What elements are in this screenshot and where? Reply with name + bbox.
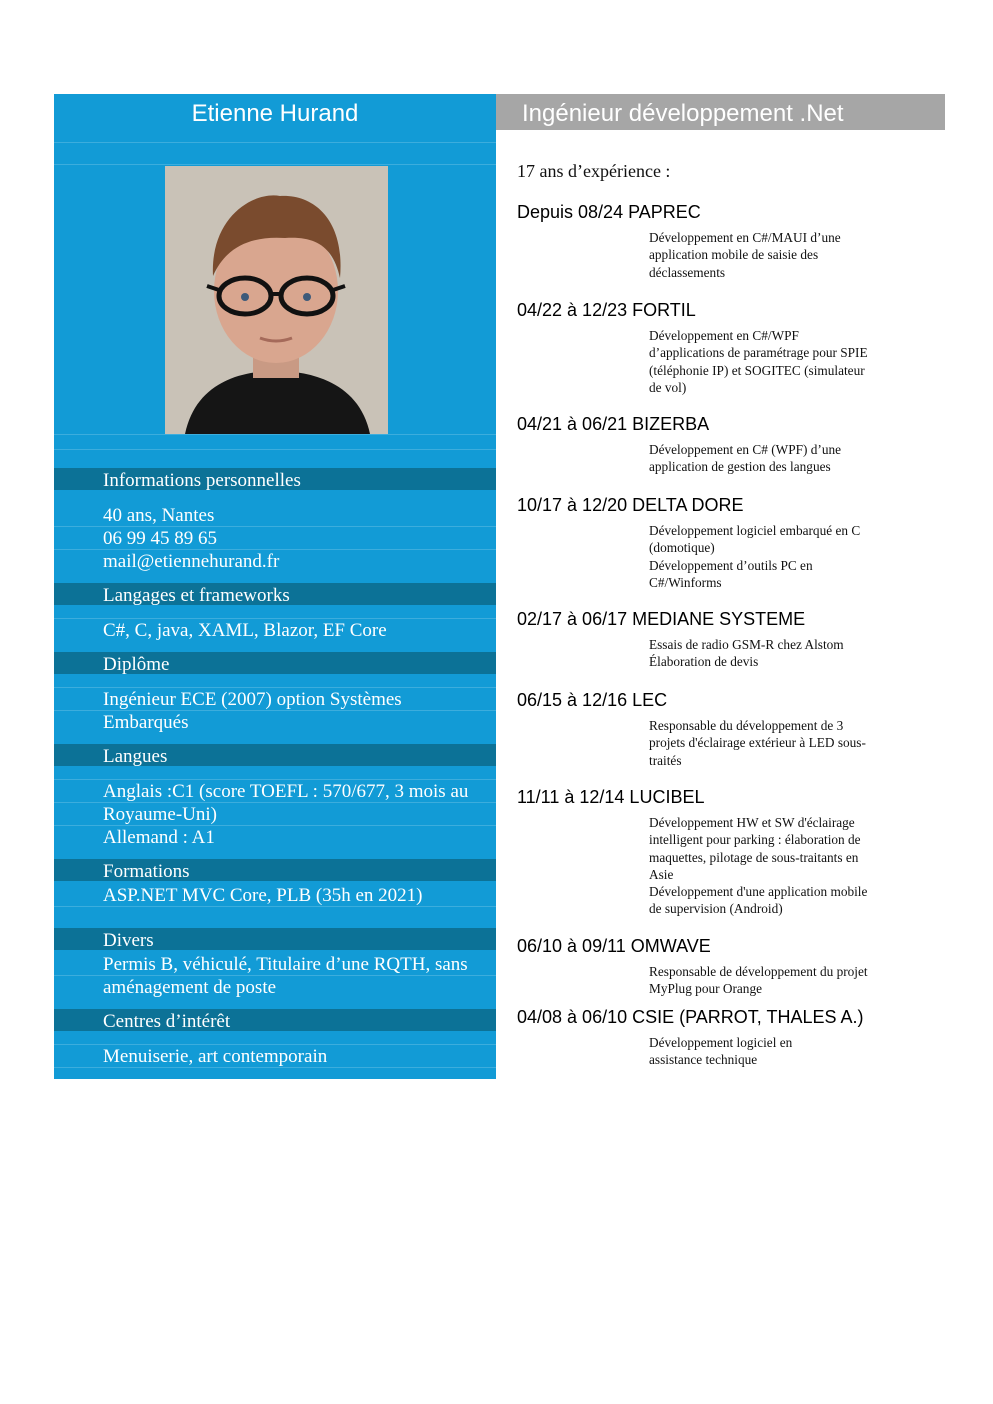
job-description: Responsable de développement du projet MyPlug pour Orange [649, 964, 868, 997]
job-entry [517, 608, 917, 671]
job-heading: 06/10 à 09/11 OMWAVE [517, 936, 711, 956]
job-description: Développement en C# (WPF) d’une application de gestion des langues [649, 442, 842, 475]
job-heading: 04/21 à 06/21 BIZERBA [517, 414, 710, 434]
divider [54, 449, 496, 450]
profile-photo [165, 166, 388, 434]
divider [54, 975, 496, 976]
section-header-spoken-languages: Langues [54, 744, 496, 766]
job-entry [517, 1006, 917, 1069]
divider [54, 164, 496, 165]
section-header-interests: Centres d’intérêt [54, 1009, 496, 1031]
job-heading: 06/15 à 12/16 LEC [517, 690, 668, 710]
job-entry [517, 413, 917, 476]
divider [54, 710, 496, 711]
experience-years: 17 ans d’expérience : [517, 161, 671, 181]
job-entry [517, 935, 917, 998]
job-entry [517, 689, 917, 769]
job-heading: 10/17 à 12/20 DELTA DORE [517, 495, 744, 515]
job-heading: 02/17 à 06/17 MEDIANE SYSTEME [517, 609, 806, 629]
age-city: 40 ans, Nantes [103, 505, 215, 526]
divider [54, 434, 496, 435]
job-entry [517, 299, 917, 396]
languages-frameworks: C#, C, java, XAML, Blazor, EF Core [103, 620, 387, 641]
person-name: Etienne Hurand [191, 100, 359, 127]
divider [54, 1044, 496, 1045]
section-header-languages-frameworks: Langages et frameworks [54, 583, 496, 605]
divider [54, 802, 496, 803]
section-header-training: Formations [54, 859, 496, 881]
divider [54, 825, 496, 826]
divider [54, 779, 496, 780]
job-description: Développement HW et SW d'éclairage intelligent pour parking : élaboration de maquettes, pilotage de sous-traitants en Asie Développement d'une application mobile de supervision (Android) [649, 815, 868, 917]
job-entry [517, 201, 917, 281]
job-description: Développement en C#/WPF d’applications de paramétrage pour SPIE (téléphonie IP) et SOGITEC (simulateur de vol) [649, 328, 868, 395]
divider [54, 687, 496, 688]
section-header-misc: Divers [54, 928, 496, 950]
misc-text: Permis B, véhiculé, Titulaire d’une RQTH, sans aménagement de poste [103, 954, 468, 998]
job-title-bar [496, 94, 945, 130]
job-entry [517, 786, 917, 918]
divider [54, 549, 496, 550]
phone-number: 06 99 45 89 65 [103, 528, 217, 549]
divider [54, 142, 496, 143]
portrait-image [165, 166, 388, 434]
section-header-diploma: Diplôme [54, 652, 496, 674]
divider [54, 906, 496, 907]
sidebar [54, 94, 496, 1079]
job-description: Responsable du développement de 3 projets d'éclairage extérieur à LED sous- traités [649, 718, 866, 768]
section-header-personal: Informations personnelles [54, 468, 496, 490]
diploma-text: Ingénieur ECE (2007) option Systèmes Embarqués [103, 689, 402, 733]
divider [54, 526, 496, 527]
job-description: Développement logiciel embarqué en C (domotique) Développement d’outils PC en C#/Winforms [649, 523, 861, 590]
divider [54, 1067, 496, 1068]
interests-text: Menuiserie, art contemporain [103, 1046, 328, 1067]
job-description: Essais de radio GSM-R chez Alstom Élaboration de devis [649, 637, 844, 670]
job-description: Développement en C#/MAUI d’une application mobile de saisie des déclassements [649, 230, 841, 280]
divider [54, 618, 496, 619]
spoken-languages: Anglais :C1 (score TOEFL : 570/677, 3 mois au Royaume-Uni) Allemand : A1 [103, 781, 469, 848]
personal-info [54, 504, 496, 573]
job-description: Développement logiciel en assistance technique [649, 1035, 793, 1068]
training-text: ASP.NET MVC Core, PLB (35h en 2021) [103, 885, 423, 906]
job-title: Ingénieur développement .Net [522, 100, 844, 127]
job-heading: 04/08 à 06/10 CSIE (PARROT, THALES A.) [517, 1007, 864, 1027]
job-heading: 04/22 à 12/23 FORTIL [517, 300, 696, 320]
job-heading: Depuis 08/24 PAPREC [517, 202, 701, 222]
job-entry [517, 494, 917, 591]
email-address: mail@etiennehurand.fr [103, 551, 280, 572]
job-heading: 11/11 à 12/14 LUCIBEL [517, 787, 705, 807]
